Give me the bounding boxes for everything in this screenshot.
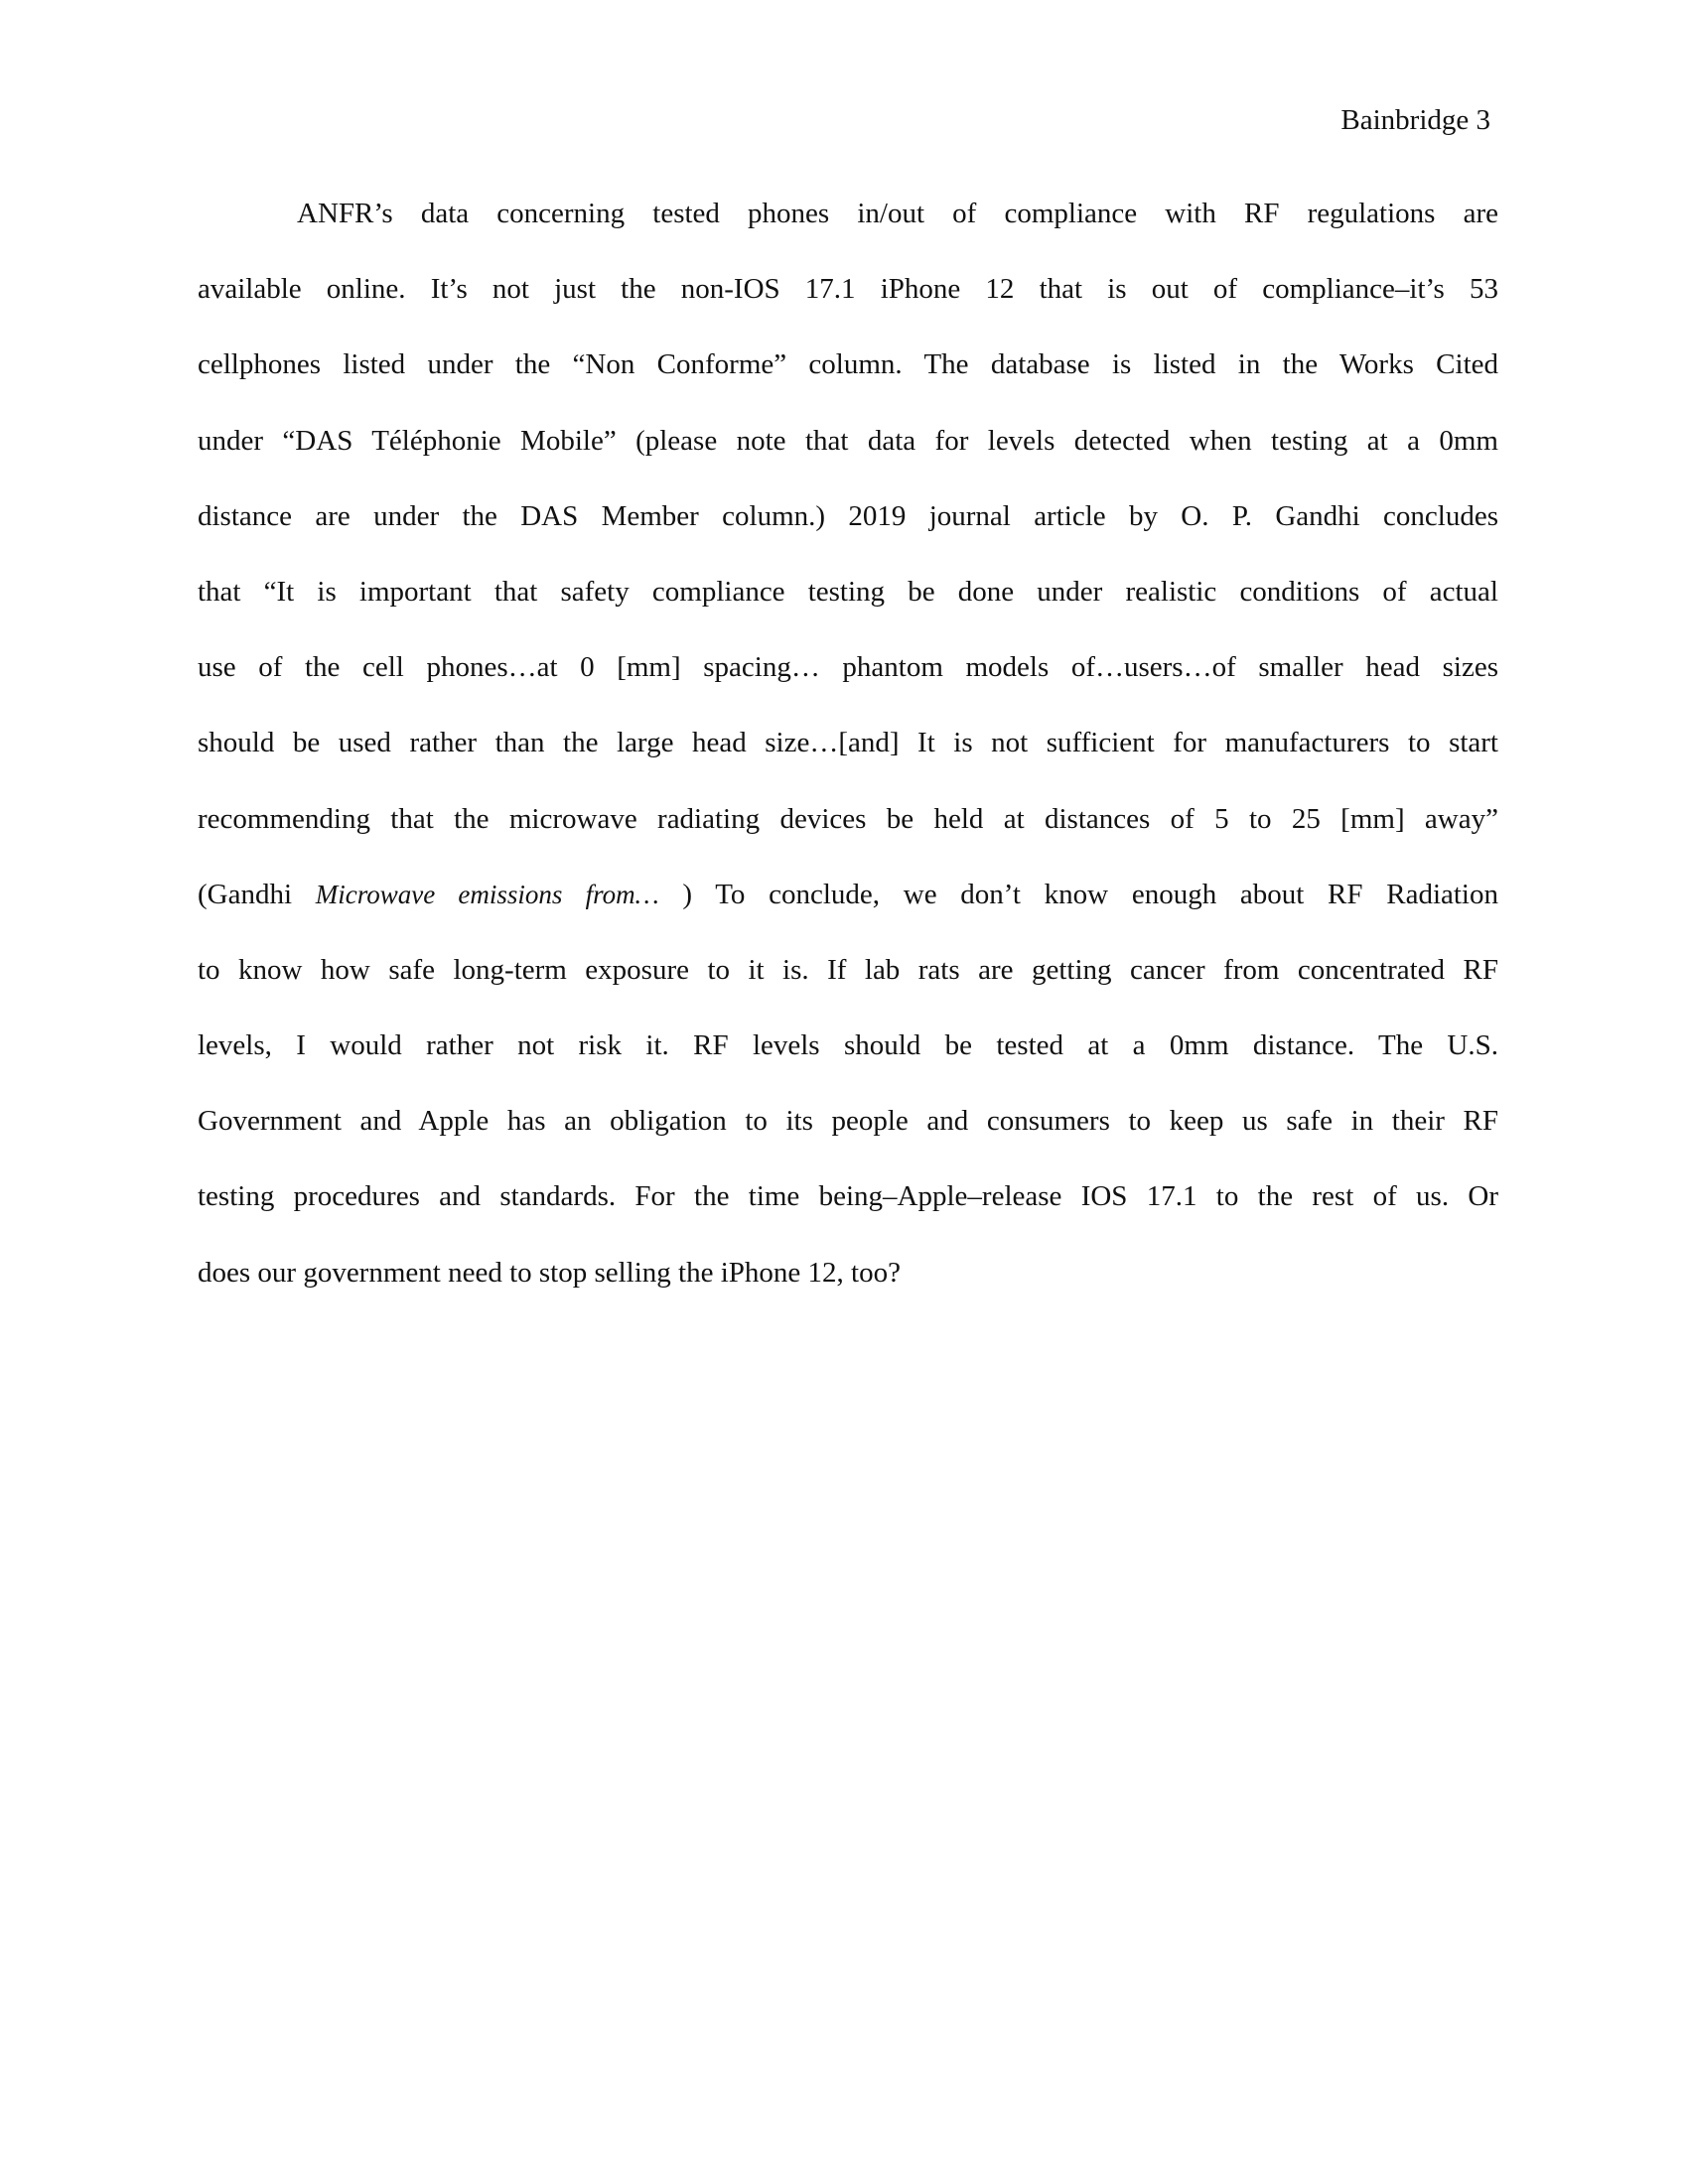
paragraph-line: does our government need to stop selling the iPhone 12, too? <box>198 1256 901 1289</box>
paragraph-line: Government and Apple has an obligation to its people and consumers to keep us safe in their RF <box>198 1105 1498 1138</box>
paragraph-line: distance are under the DAS Member column.) 2019 journal article by O. P. Gandhi concludes <box>198 499 1498 532</box>
running-head: Bainbridge 3 <box>1340 104 1490 136</box>
paragraph-line: levels, I would rather not risk it. RF levels should be tested at a 0mm distance. The U.S. <box>198 1029 1498 1062</box>
paragraph-line: should be used rather than the large head size…[and] It is not sufficient for manufacturers to start <box>198 727 1498 759</box>
citation-continuation: ) To conclude, we don’t know enough about RF Radiation <box>658 878 1498 910</box>
paragraph-line: available online. It’s not just the non-IOS 17.1 iPhone 12 that is out of compliance–it’s 53 <box>198 273 1498 306</box>
paragraph-line: to know how safe long-term exposure to it is. If lab rats are getting cancer from concentrated RF <box>198 953 1498 986</box>
citation-line <box>198 877 1498 952</box>
paragraph-line: cellphones listed under the “Non Conforme” column. The database is listed in the Works Cited <box>198 348 1498 381</box>
body-paragraph <box>198 196 1498 1330</box>
paragraph-line: recommending that the microwave radiating devices be held at distances of 5 to 25 [mm] away” <box>198 802 1498 835</box>
paragraph-line: ANFR’s data concerning tested phones in/out of compliance with RF regulations are <box>297 198 1498 229</box>
paragraph-line: use of the cell phones…at 0 [mm] spacing… phantom models of…users…of smaller head sizes <box>198 651 1498 684</box>
paragraph-line: under “DAS Téléphonie Mobile” (please note that data for levels detected when testing at a 0mm <box>198 424 1498 457</box>
citation-author: (Gandhi <box>198 878 316 910</box>
paragraph-line: that “It is important that safety compliance testing be done under realistic conditions of actual <box>198 575 1498 608</box>
citation-title: Microwave emissions from… <box>315 879 659 909</box>
paragraph-line: testing procedures and standards. For the time being–Apple–release IOS 17.1 to the rest of us. Or <box>198 1180 1498 1213</box>
